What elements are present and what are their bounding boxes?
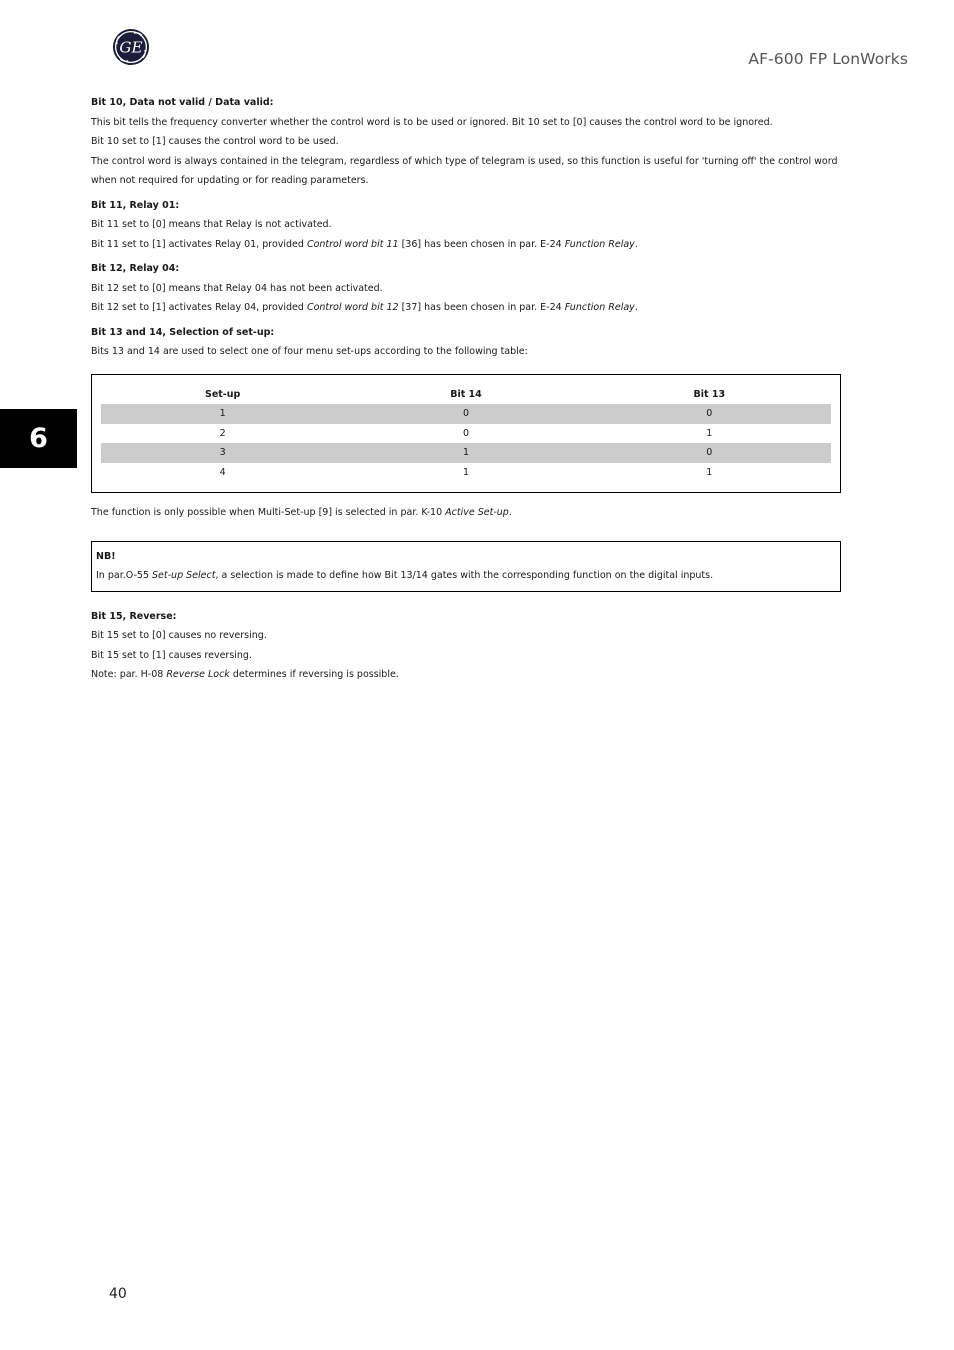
- table-cell: 0: [344, 404, 587, 424]
- bit12-heading: Bit 12, Relay 04:: [91, 263, 180, 274]
- setup-table: [91, 374, 841, 494]
- bit15-paragraph: Bit 15 set to [1] causes reversing.: [91, 649, 252, 661]
- bit10-paragraph: The control word is always contained in the telegram, regardless of which type of telegram is used, so this function is useful for 'turning off' the control word when not required for updating or for reading parameters.: [91, 155, 838, 186]
- nb-text: In par.O-55 Set-up Select, a selection is made to define how Bit 13/14 gates with the corresponding function on the digital inputs.: [96, 570, 714, 581]
- page-number: 40: [109, 1286, 127, 1302]
- bit13-14-paragraph: Bits 13 and 14 are used to select one of four menu set-ups according to the following table:: [91, 346, 528, 357]
- table-cell: 2: [219, 427, 226, 439]
- table-cell: 0: [462, 427, 470, 439]
- column-header: Bit 13: [693, 388, 726, 400]
- bit10-paragraph: This bit tells the frequency converter whether the control word is to be used or ignored. Bit 10 set to [0] causes the control word to be ignored.: [91, 116, 773, 128]
- column-header: Set-up: [204, 388, 241, 400]
- ge-logo-text: GE: [119, 38, 143, 57]
- bit12-paragraph: Bit 12 set to [0] means that Relay 04 has not been activated.: [91, 282, 383, 294]
- table-cell: 1: [462, 466, 470, 478]
- bit10-heading: Bit 10, Data not valid / Data valid:: [91, 97, 274, 108]
- table-cell: 1: [706, 466, 713, 478]
- bit15-heading: Bit 15, Reverse:: [91, 610, 177, 622]
- table-header-row: [101, 385, 831, 405]
- bit13-14-heading: Bit 13 and 14, Selection of set-up:: [91, 326, 275, 338]
- bit11-paragraph: Bit 11 set to [1] activates Relay 01, provided Control word bit 11 [36] has been chosen in par. E-24 Function Relay.: [91, 238, 638, 250]
- multi-setup-note: The function is only possible when Multi-Set-up [9] is selected in par. K-10 Active Set-up.: [91, 507, 512, 518]
- bit15-paragraph: Note: par. H-08 Reverse Lock determines if reversing is possible.: [91, 669, 399, 680]
- table-cell: 1: [706, 427, 713, 439]
- table-cell: 4: [219, 466, 226, 478]
- bit11-heading: Bit 11, Relay 01:: [91, 199, 180, 211]
- table-row: [101, 463, 831, 483]
- bit11-paragraph: Bit 11 set to [0] means that Relay is not activated.: [91, 219, 332, 230]
- table-row: [101, 424, 831, 444]
- column-header: Bit 14: [450, 388, 482, 400]
- ge-logo: [112, 28, 150, 66]
- chapter-tab: 6: [0, 409, 77, 468]
- page-content: [91, 93, 843, 685]
- bit15-paragraph: Bit 15 set to [0] causes no reversing.: [91, 630, 267, 641]
- bit10-paragraph: Bit 10 set to [1] causes the control word to be used.: [91, 136, 339, 147]
- table-row: [101, 443, 831, 463]
- table-cell: 3: [101, 443, 344, 463]
- table-cell: 1: [101, 404, 344, 424]
- table-row: [101, 404, 831, 424]
- bit12-paragraph: Bit 12 set to [1] activates Relay 04, provided Control word bit 12 [37] has been chosen in par. E-24 Function Relay.: [91, 302, 638, 313]
- table-cell: 1: [344, 443, 587, 463]
- table-cell: 0: [588, 404, 831, 424]
- table-cell: 0: [588, 443, 831, 463]
- nb-note-box: [91, 541, 841, 592]
- nb-title: NB!: [96, 550, 116, 562]
- document-title: AF-600 FP LonWorks: [748, 50, 908, 68]
